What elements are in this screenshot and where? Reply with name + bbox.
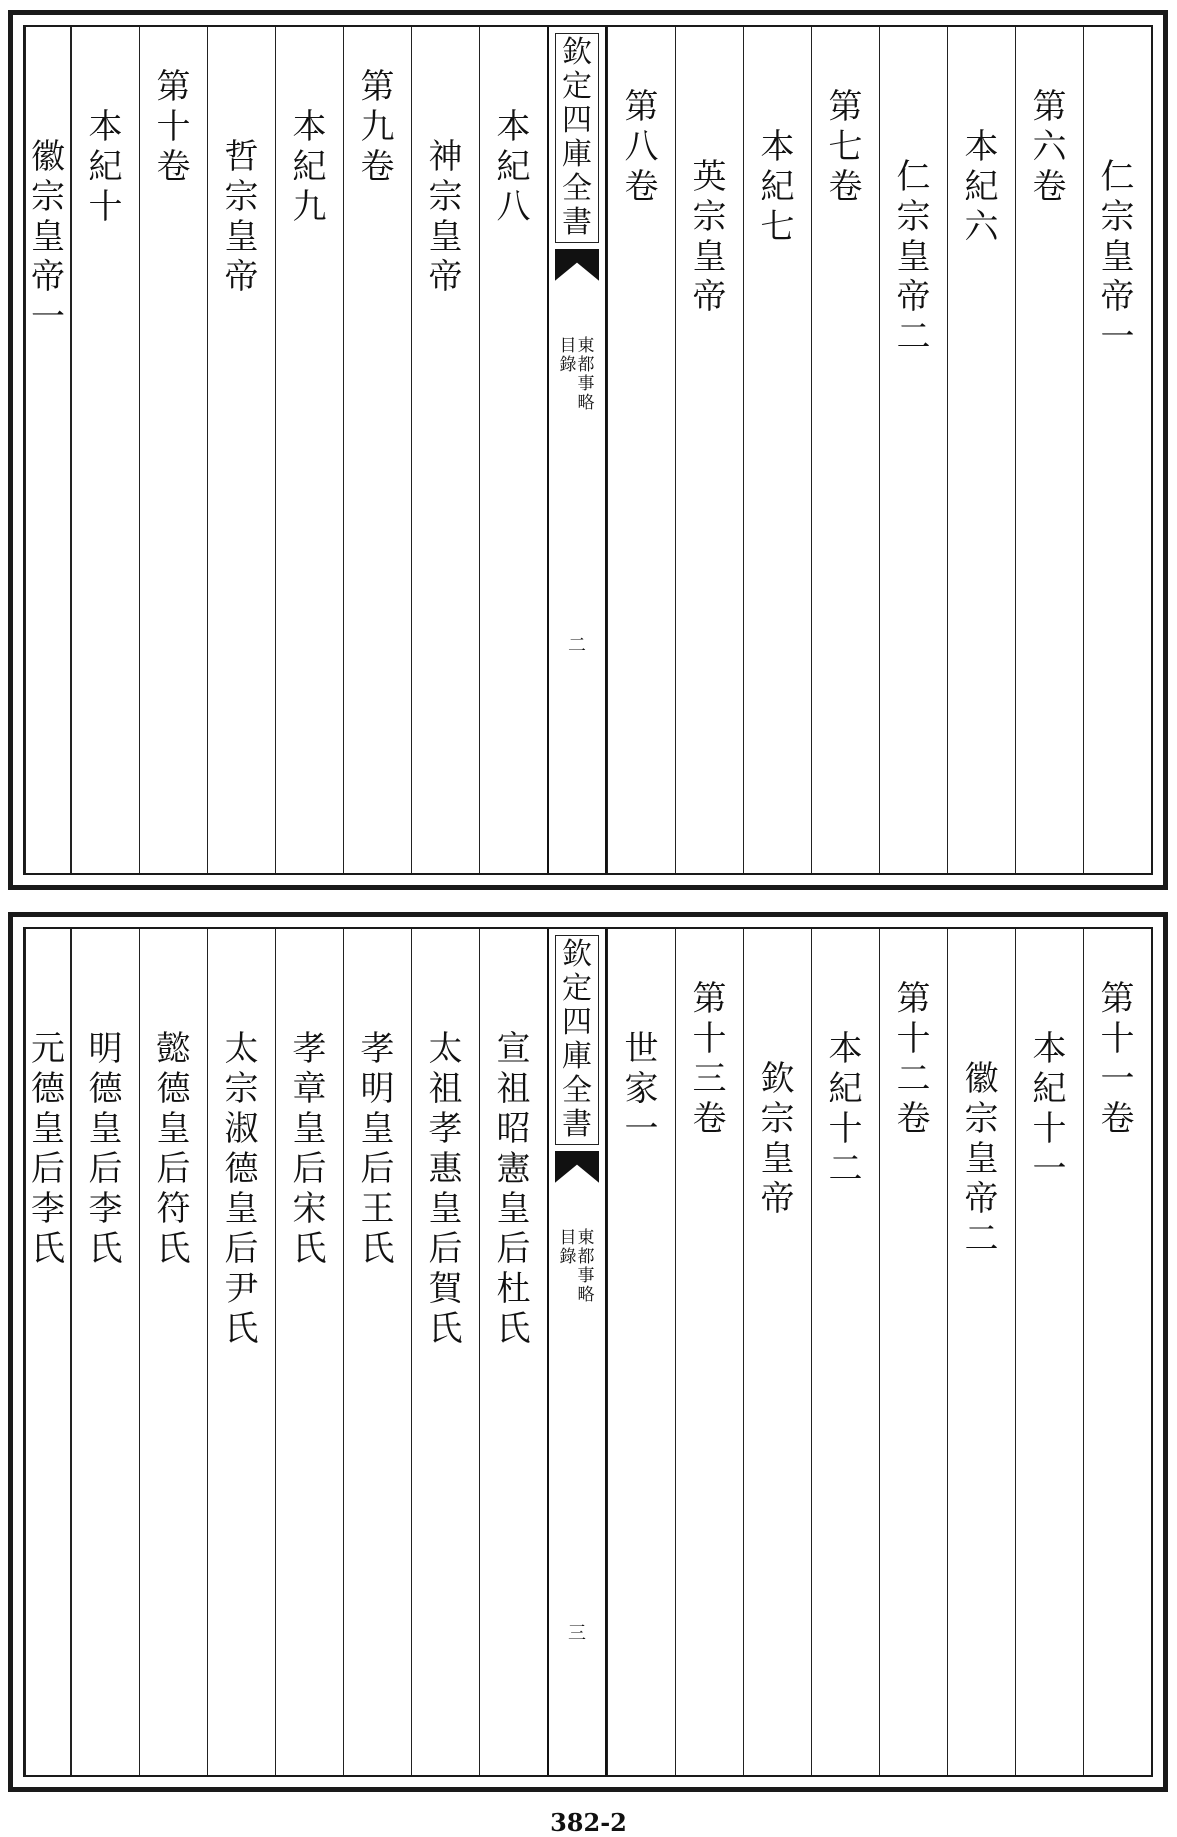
center-fold [547, 929, 607, 1775]
column [1015, 27, 1083, 873]
column-text [948, 1059, 1015, 1259]
column-label: 孝 章 皇 后 宋 氏 [292, 1029, 327, 1269]
column-text [744, 1059, 811, 1219]
column-text [26, 1029, 70, 1269]
column-text [72, 107, 139, 227]
column-text [208, 1029, 275, 1349]
column-text [1084, 157, 1151, 357]
column [139, 929, 207, 1775]
column [879, 27, 947, 873]
column-label: 世 家 一 [624, 1029, 659, 1149]
column-label: 本 紀 十 一 [1032, 1029, 1067, 1189]
column-text [1016, 1029, 1083, 1189]
column-text [608, 87, 675, 207]
column [411, 929, 479, 1775]
column [879, 929, 947, 1775]
column-text [880, 157, 947, 357]
book-name-text: 東 都 事 略 [577, 336, 595, 413]
column [25, 27, 71, 873]
column-text [948, 127, 1015, 247]
column-label: 第 九 卷 [360, 67, 395, 187]
column [743, 929, 811, 1775]
column-text [72, 1029, 139, 1269]
column [1015, 929, 1083, 1775]
column-label: 第 七 卷 [828, 87, 863, 207]
page-number: 二 [568, 635, 586, 656]
column-text [1016, 87, 1083, 207]
column-label: 仁 宗 皇 帝 二 [896, 157, 931, 357]
column-label: 英 宗 皇 帝 [692, 157, 727, 317]
column [275, 27, 343, 873]
column-label: 宣 祖 昭 憲 皇 后 杜 氏 [496, 1029, 531, 1349]
column-label: 仁 宗 皇 帝 一 [1100, 157, 1135, 357]
column-label: 第 六 卷 [1032, 87, 1067, 207]
column-text [208, 137, 275, 297]
column-label: 第 十 三 卷 [692, 979, 727, 1139]
column-text [140, 67, 207, 187]
section-name-text: 目 錄 [559, 1228, 577, 1267]
column-text [676, 157, 743, 317]
column-label: 太 宗 淑 德 皇 后 尹 氏 [224, 1029, 259, 1349]
column [1083, 27, 1151, 873]
column-text [344, 1029, 411, 1269]
fishtail-mark [555, 1151, 599, 1185]
book-title [555, 935, 599, 1145]
column-label: 欽 宗 皇 帝 [760, 1059, 795, 1219]
column-text [608, 1029, 675, 1149]
column-label: 本 紀 十 二 [828, 1029, 863, 1189]
column-label: 元 德 皇 后 李 氏 [31, 1029, 65, 1269]
column-text [412, 137, 479, 297]
column-text [276, 107, 343, 227]
column [607, 929, 675, 1775]
upper-page-frame [23, 25, 1153, 875]
column-label: 徽 宗 皇 帝 一 [31, 137, 65, 337]
column [207, 27, 275, 873]
column [607, 27, 675, 873]
section-name [557, 1229, 579, 1267]
center-fold [547, 27, 607, 873]
column [275, 929, 343, 1775]
column-label: 懿 德 皇 后 符 氏 [156, 1029, 191, 1269]
column-label: 本 紀 九 [292, 107, 327, 227]
column [343, 929, 411, 1775]
column-label: 第 十 二 卷 [896, 979, 931, 1139]
book-title-text: 欽 定 四 庫 全 書 [562, 937, 592, 1142]
column-label: 本 紀 七 [760, 127, 795, 247]
column [25, 929, 71, 1775]
section-name [557, 337, 579, 375]
column [71, 27, 139, 873]
column-label: 第 十 卷 [156, 67, 191, 187]
column [811, 27, 879, 873]
column [675, 27, 743, 873]
column [207, 929, 275, 1775]
column-text [676, 979, 743, 1139]
book-name-text: 東 都 事 略 [577, 1228, 595, 1305]
column-text [480, 107, 547, 227]
book-title [555, 33, 599, 243]
lower-page [8, 912, 1168, 1792]
upper-page [8, 10, 1168, 890]
column [947, 27, 1015, 873]
column [139, 27, 207, 873]
column-label: 神 宗 皇 帝 [428, 137, 463, 297]
page-number: 三 [568, 1623, 586, 1644]
column-label: 本 紀 八 [496, 107, 531, 227]
column [675, 929, 743, 1775]
column-label: 徽 宗 皇 帝 二 [964, 1059, 999, 1259]
column-label: 明 德 皇 后 李 氏 [88, 1029, 123, 1269]
column [811, 929, 879, 1775]
column-text [744, 127, 811, 247]
column [1083, 929, 1151, 1775]
column [411, 27, 479, 873]
column [947, 929, 1015, 1775]
book-title-text: 欽 定 四 庫 全 書 [562, 35, 592, 240]
column-text [276, 1029, 343, 1269]
column [479, 929, 547, 1775]
column-text [880, 979, 947, 1139]
column-text [480, 1029, 547, 1349]
column-label: 本 紀 十 [88, 107, 123, 227]
column-text [812, 87, 879, 207]
column-text [344, 67, 411, 187]
column [71, 929, 139, 1775]
column-label: 第 十 一 卷 [1100, 979, 1135, 1139]
column-label: 孝 明 皇 后 王 氏 [360, 1029, 395, 1269]
column-text [140, 1029, 207, 1269]
column-text [412, 1029, 479, 1349]
fishtail-mark [555, 249, 599, 283]
column [479, 27, 547, 873]
footer-page-code: 382-2 [550, 1808, 627, 1837]
column [343, 27, 411, 873]
column-label: 本 紀 六 [964, 127, 999, 247]
column-text [812, 1029, 879, 1189]
column-text [26, 137, 70, 337]
column-label: 哲 宗 皇 帝 [224, 137, 259, 297]
column-text [1084, 979, 1151, 1139]
section-name-text: 目 錄 [559, 336, 577, 375]
column [743, 27, 811, 873]
lower-page-frame [23, 927, 1153, 1777]
column-label: 太 祖 孝 惠 皇 后 賀 氏 [428, 1029, 463, 1349]
column-label: 第 八 卷 [624, 87, 659, 207]
